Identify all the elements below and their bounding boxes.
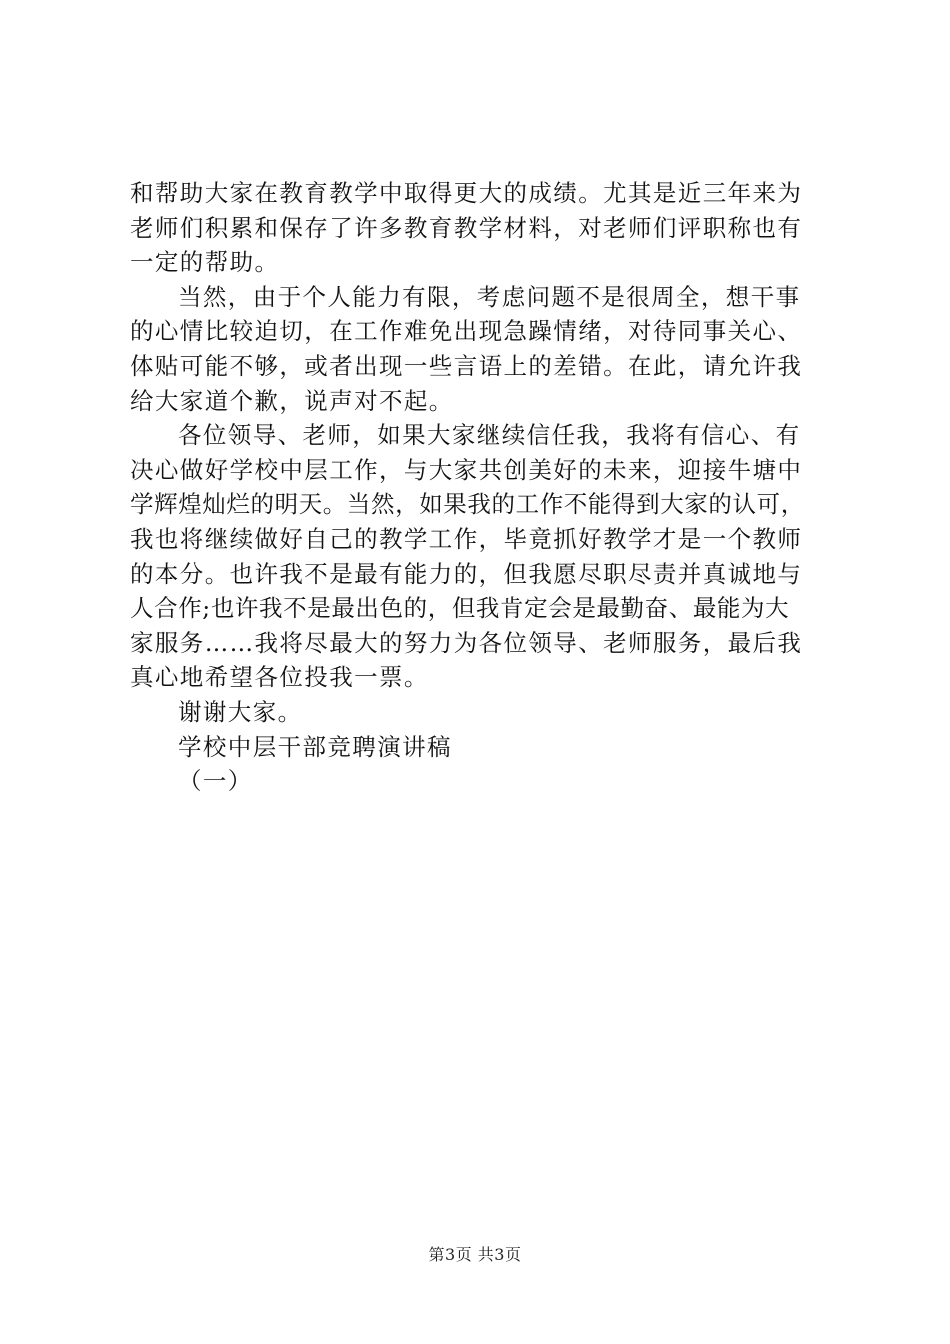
body-line: 和帮助大家在教育教学中取得更大的成绩。尤其是近三年来为: [130, 179, 803, 207]
body-line: 当然，由于个人能力有限，考虑问题不是很周全，想干事: [178, 282, 801, 311]
body-line: 人合作;也许我不是最出色的，但我肯定会是最勤奋、最能为大: [130, 594, 790, 623]
body-line: 一定的帮助。: [130, 248, 280, 277]
body-line: 学辉煌灿烂的明天。当然，如果我的工作不能得到大家的认可，: [130, 490, 805, 519]
body-line: 各位领导、老师，如果大家继续信任我，我将有信心、有: [178, 421, 801, 450]
body-line: 的心情比较迫切，在工作难免出现急躁情绪，对待同事关心、: [130, 317, 803, 346]
body-line: 决心做好学校中层工作，与大家共创美好的未来，迎接牛塘中: [130, 455, 803, 484]
body-line: 我也将继续做好自己的教学工作，毕竟抓好教学才是一个教师: [130, 524, 803, 553]
body-line: 的本分。也许我不是最有能力的，但我愿尽职尽责并真诚地与: [130, 559, 803, 588]
body-line: 家服务……我将尽最大的努力为各位领导、老师服务，最后我: [130, 628, 803, 657]
section-marker-line: （一）: [178, 767, 253, 796]
document-title-line: 学校中层干部竞聘演讲稿: [178, 732, 452, 761]
body-line: 给大家道个歉，说声对不起。: [130, 386, 454, 415]
body-line: 真心地希望各位投我一票。: [130, 663, 429, 692]
body-line: 老师们积累和保存了许多教育教学材料，对老师们评职称也有: [130, 213, 803, 242]
document-body: [130, 176, 828, 799]
body-line: 体贴可能不够，或者出现一些言语上的差错。在此，请允许我: [130, 351, 803, 380]
page-footer: 第3页 共3页: [428, 1245, 522, 1264]
closing-line: 谢谢大家。: [178, 697, 303, 726]
